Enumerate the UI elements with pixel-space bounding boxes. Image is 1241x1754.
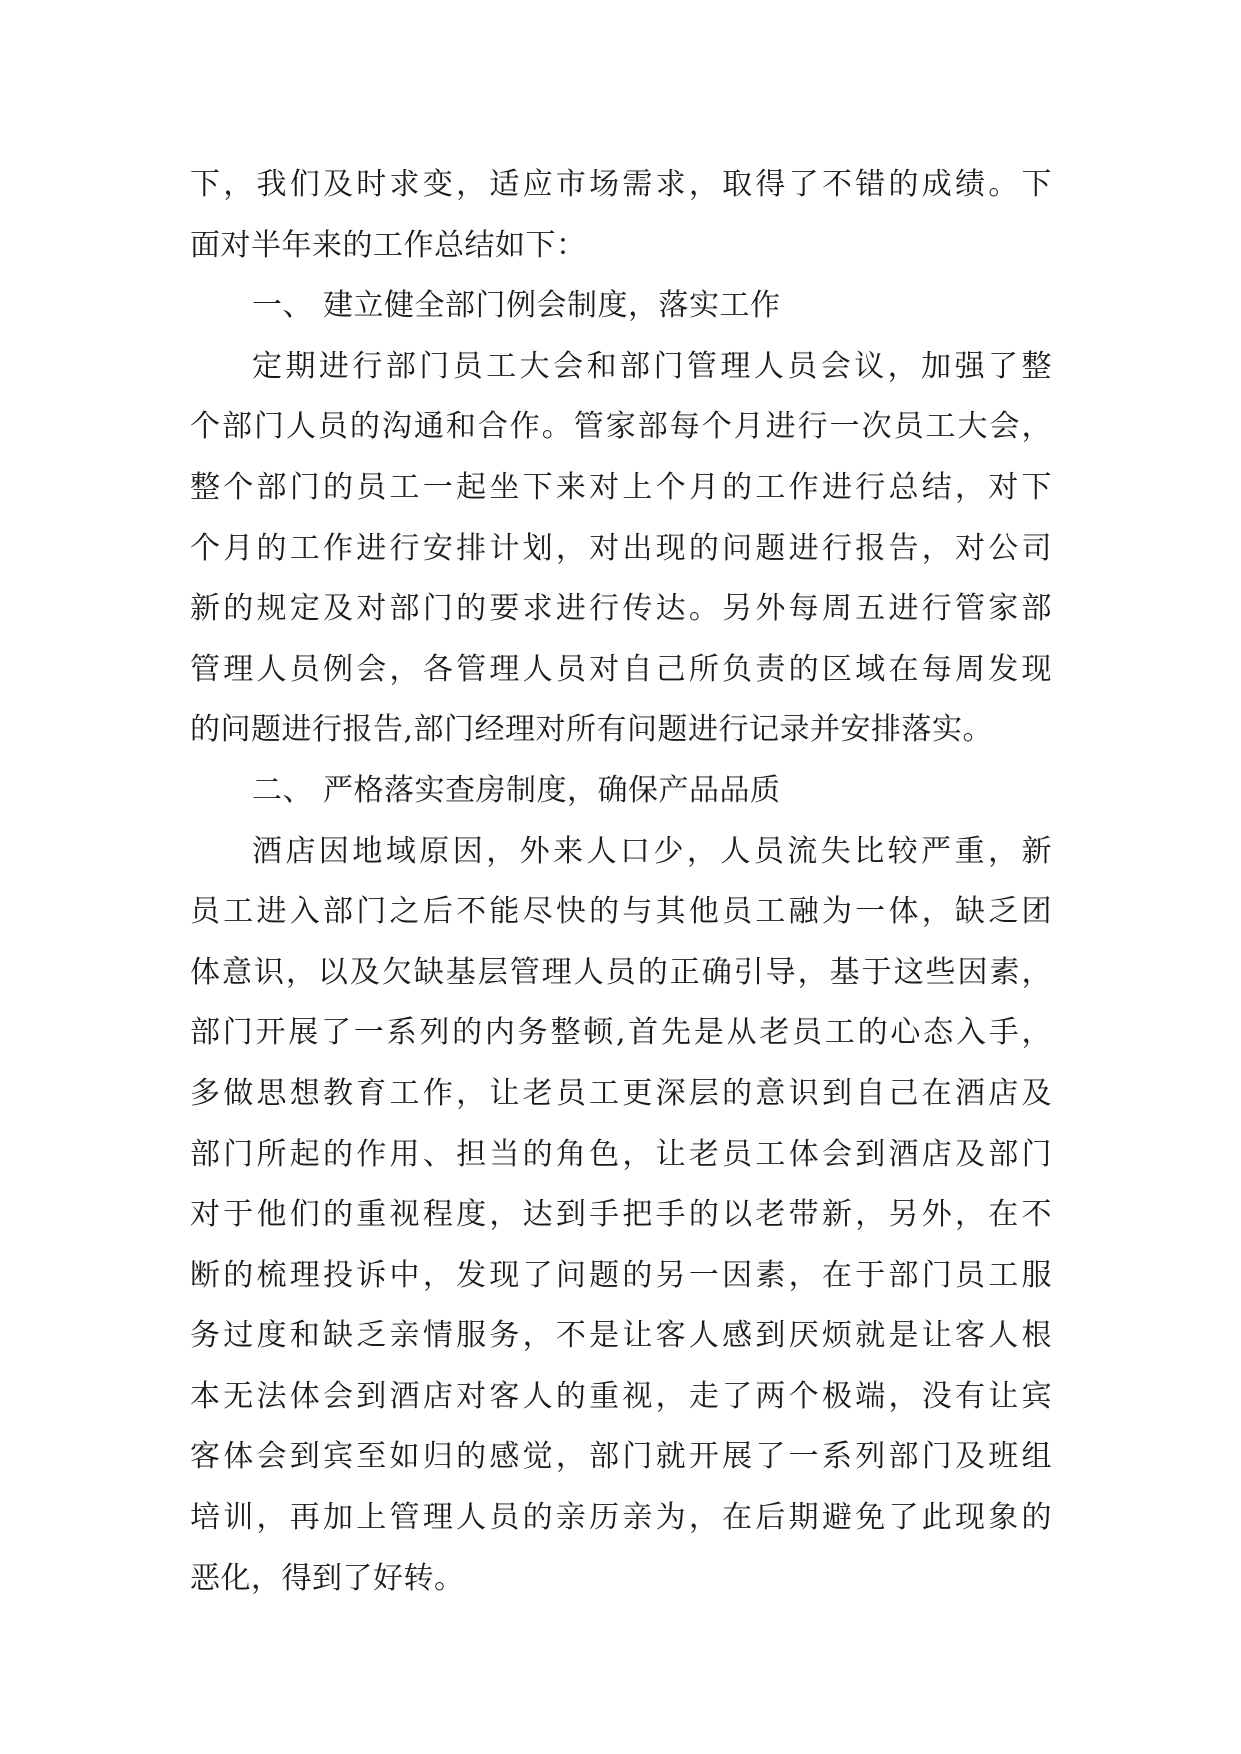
paragraph-first-line: 定期进行部门员工大会和部门管理人员会议，加强了整 [252, 348, 1052, 384]
text-line: 对于他们的重视程度，达到手把手的以老带新，另外，在不 [190, 1197, 1052, 1233]
text-line: 多做思想教育工作，让老员工更深层的意识到自己在酒店及 [190, 1075, 1052, 1111]
text-line: 部门所起的作用、担当的角色，让老员工体会到酒店及部门 [190, 1136, 1052, 1172]
text-line: 下，我们及时求变，适应市场需求，取得了不错的成绩。下 [190, 167, 1052, 202]
document-body [190, 155, 1052, 1609]
text-line: 面对半年来的工作总结如下： [190, 227, 587, 263]
text-line: 培训，再加上管理人员的亲历亲为，在后期避免了此现象的 [190, 1500, 1052, 1536]
text-line: 本无法体会到酒店对客人的重视，走了两个极端，没有让宾 [190, 1378, 1052, 1414]
text-line: 新的规定及对部门的要求进行传达。另外每周五进行管家部 [190, 591, 1052, 627]
text-line: 部门开展了一系列的内务整顿,首先是从老员工的心态入手， [190, 1015, 1052, 1051]
paragraph-first-line: 二、 严格落实查房制度，确保产品品质 [252, 772, 781, 808]
text-line: 管理人员例会，各管理人员对自己所负责的区域在每周发现 [190, 651, 1052, 687]
text-line: 整个部门的员工一起坐下来对上个月的工作进行总结，对下 [190, 469, 1052, 505]
text-line: 个部门人员的沟通和合作。管家部每个月进行一次员工大会， [190, 409, 1052, 445]
text-line: 务过度和缺乏亲情服务，不是让客人感到厌烦就是让客人根 [190, 1318, 1052, 1354]
paragraph-first-line: 酒店因地域原因，外来人口少，人员流失比较严重，新 [252, 833, 1052, 869]
text-line: 体意识，以及欠缺基层管理人员的正确引导，基于这些因素， [190, 954, 1052, 990]
paragraph-first-line: 一、 建立健全部门例会制度，落实工作 [252, 288, 781, 324]
text-line: 员工进入部门之后不能尽快的与其他员工融为一体，缺乏团 [190, 894, 1052, 930]
text-line: 断的梳理投诉中，发现了问题的另一因素，在于部门员工服 [190, 1257, 1052, 1293]
text-line: 个月的工作进行安排计划，对出现的问题进行报告，对公司 [190, 530, 1052, 566]
text-line: 客体会到宾至如归的感觉，部门就开展了一系列部门及班组 [190, 1439, 1052, 1475]
text-line: 的问题进行报告,部门经理对所有问题进行记录并安排落实。 [190, 712, 994, 748]
text-line: 恶化，得到了好转。 [190, 1560, 465, 1596]
